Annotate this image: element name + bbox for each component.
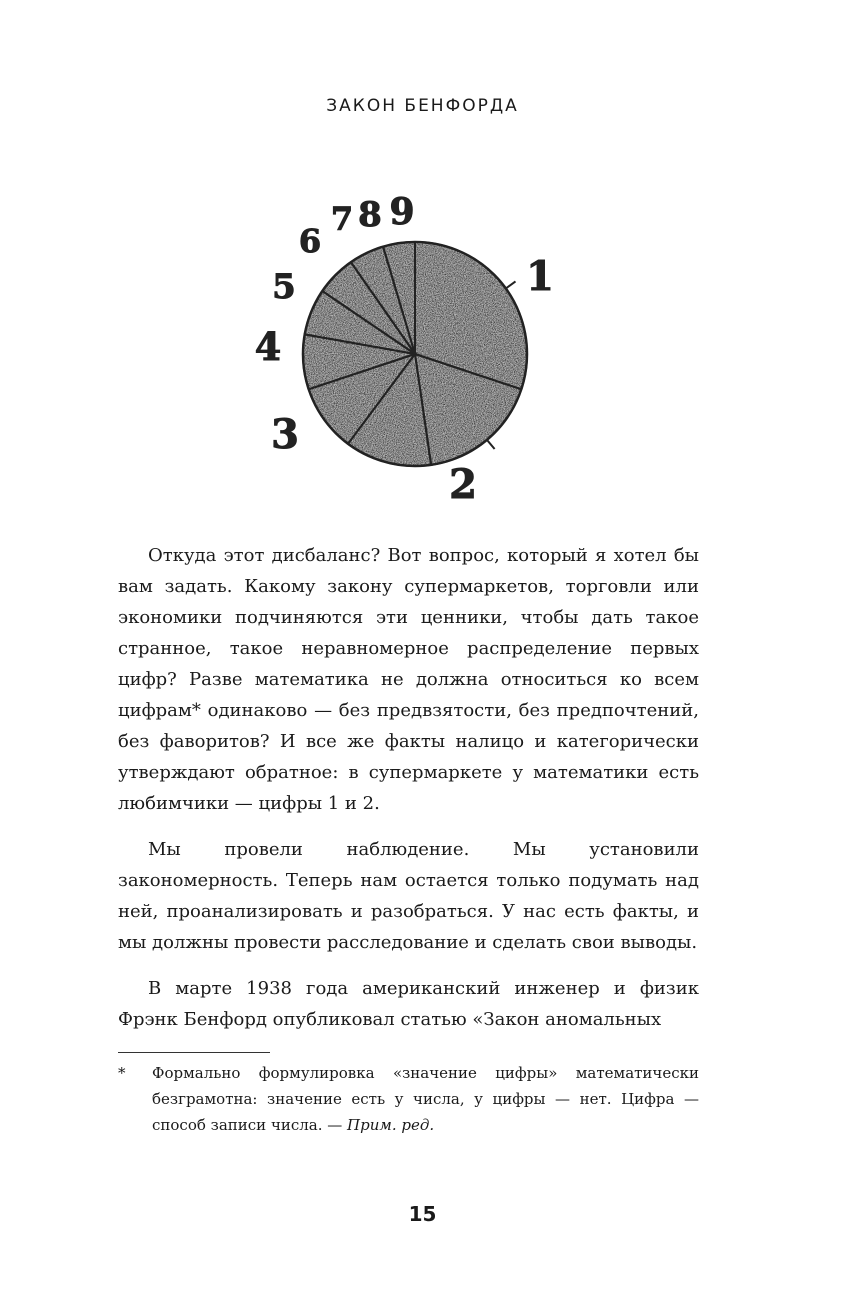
running-head: ЗАКОН БЕНФОРДА	[326, 96, 519, 116]
footnote	[118, 1060, 699, 1138]
digit-label-3: 3	[271, 411, 299, 458]
footnote-marker: *	[118, 1064, 126, 1082]
paragraph-2: Мы провели наблюдение. Мы установили закономерность. Теперь нам остается только подумать над ней, проанализировать и разобраться. У нас есть факты, и мы должны провести расследование и сделать свои выводы.	[118, 839, 699, 953]
digit-label-7: 7	[330, 200, 354, 238]
pie-chart	[250, 180, 554, 520]
footnote-rule	[118, 1052, 270, 1053]
body-text	[118, 540, 699, 1050]
footnote-text: Формально формулировка «значение цифры» математически безграмотна: значение есть у числа, у цифры — нет. Цифра — способ записи числа. —	[152, 1064, 699, 1134]
digit-label-6: 6	[298, 222, 322, 260]
digit-label-8: 8	[358, 195, 382, 235]
digit-label-4: 4	[254, 324, 282, 369]
benford-pie-illustration	[250, 180, 554, 520]
digit-label-9: 9	[389, 191, 415, 233]
leader-line-2	[487, 440, 495, 449]
digit-label-5: 5	[272, 267, 296, 307]
paragraph-3: В марте 1938 года американский инженер и физик Фрэнк Бенфорд опубликовал статью «Закон аномальных	[118, 978, 699, 1030]
leader-line-1	[506, 281, 516, 288]
digit-label-1: 1	[526, 253, 554, 300]
digit-label-2: 2	[449, 461, 477, 508]
paragraph-1: Откуда этот дисбаланс? Вот вопрос, который я хотел бы вам задать. Какому закону супермаркетов, торговли или экономики подчиняются эти ценники, чтобы дать такое странное, такое неравномерное распределение первых цифр? Разве математика не должна относиться ко всем цифрам* одинаково — без предвзятости, без предпочтений, без фаворитов? И все же факты налицо и категорически утверждают обратное: в супермаркете у математики есть любимчики — цифры 1 и 2.	[118, 545, 699, 814]
footnote-editor-note: Прим. ред.	[347, 1116, 435, 1134]
page-number: 15	[408, 1202, 437, 1226]
